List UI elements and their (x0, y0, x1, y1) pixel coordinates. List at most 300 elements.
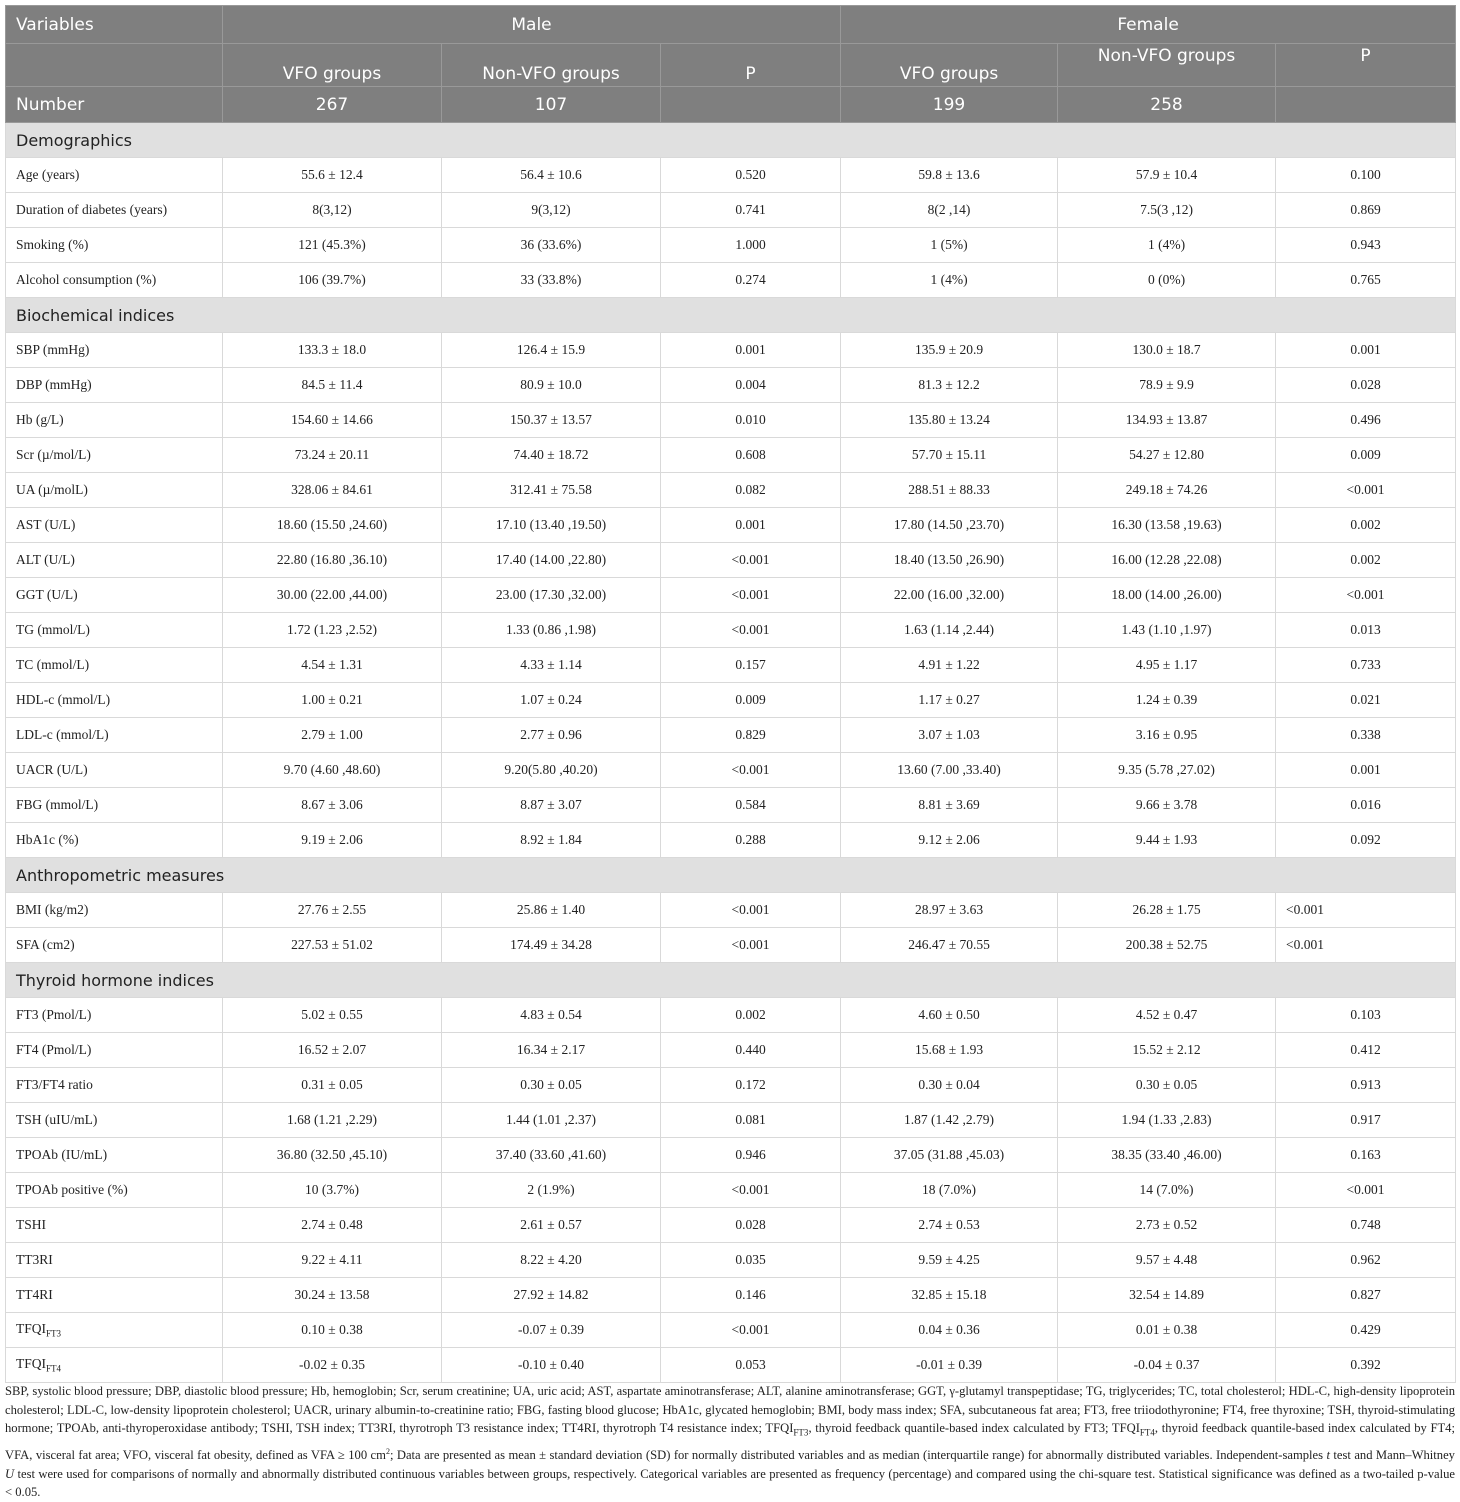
table-row (6, 753, 1456, 788)
male-p-cell: 0.001 (661, 508, 841, 543)
empty-header (6, 44, 223, 87)
female-vfo-cell: 4.91 ± 1.22 (841, 648, 1058, 683)
female-p-cell: 0.163 (1276, 1138, 1456, 1173)
variable-label: Smoking (%) (16, 237, 89, 252)
table-row (6, 1173, 1456, 1208)
female-nonvfo-cell: 15.52 ± 2.12 (1058, 1033, 1276, 1068)
variable-label: ALT (U/L) (16, 552, 75, 567)
male-p-cell: <0.001 (661, 753, 841, 788)
footnote-text: SBP, systolic blood pressure; DBP, diastolic blood pressure; Hb, hemoglobin; Scr, serum creatinine; UA, uric acid; AST, aspartate aminotransferase; ALT, alanine aminotransferase; GGT, γ-glutamyl transpeptidase; TG, triglycerides; TC, total cholesterol; HDL-C, high-density lipoprotein cholesterol; LDL-C, low-density lipoprotein cholesterol; UACR, urinary albumin-to-creatinine ratio; FBG, fasting blood glucose; HbA1c, glycated hemoglobin; BMI, body mass index; SFA, subcutaneous fat area; FT3, free triiodothyronine; FT4, free thyroxine; TSH, thyroid-stimulating hormone; TPOAb, anti-thyroperoxidase antibody; TSHI, TSH index; TT3RI, thyrotroph T3 resistance index; TT4RI, thyrotroph T4 resistance index; TFQI (5, 1384, 1455, 1436)
variable-cell (6, 158, 223, 193)
male-p-cell: 0.741 (661, 193, 841, 228)
female-nonvfo-cell: 26.28 ± 1.75 (1058, 893, 1276, 928)
female-p-cell: 0.021 (1276, 683, 1456, 718)
variable-cell (6, 928, 223, 963)
female-nonvfo-cell: 0.01 ± 0.38 (1058, 1313, 1276, 1348)
variable-cell (6, 508, 223, 543)
female-nonvfo-cell: 7.5(3 ,12) (1058, 193, 1276, 228)
female-nonvfo-cell: 4.95 ± 1.17 (1058, 648, 1276, 683)
variable-label: TC (mmol/L) (16, 657, 90, 672)
female-vfo-cell: 135.9 ± 20.9 (841, 333, 1058, 368)
female-nonvfo-cell: 200.38 ± 52.75 (1058, 928, 1276, 963)
male-p-cell: <0.001 (661, 1173, 841, 1208)
male-nonvfo-cell: 16.34 ± 2.17 (442, 1033, 661, 1068)
female-nonvfo-cell: 16.30 (13.58 ,19.63) (1058, 508, 1276, 543)
variable-cell (6, 613, 223, 648)
variable-cell (6, 893, 223, 928)
table-row (6, 263, 1456, 298)
female-vfo-cell: 15.68 ± 1.93 (841, 1033, 1058, 1068)
female-p-cell: 0.016 (1276, 788, 1456, 823)
male-p-cell: 0.053 (661, 1348, 841, 1383)
female-nonvfo-cell: 78.9 ± 9.9 (1058, 368, 1276, 403)
male-nonvfo-cell: 25.86 ± 1.40 (442, 893, 661, 928)
male-nonvfo-cell: 56.4 ± 10.6 (442, 158, 661, 193)
variable-cell (6, 1348, 223, 1383)
female-nonvfo-cell: 1 (4%) (1058, 228, 1276, 263)
variable-cell (6, 578, 223, 613)
male-p-cell: 0.440 (661, 1033, 841, 1068)
female-p-cell: 0.100 (1276, 158, 1456, 193)
variable-cell (6, 1138, 223, 1173)
male-nonvfo-cell: 8.22 ± 4.20 (442, 1243, 661, 1278)
male-p-cell: 0.035 (661, 1243, 841, 1278)
variable-cell (6, 1033, 223, 1068)
female-vfo-cell: 1.17 ± 0.27 (841, 683, 1058, 718)
variable-cell (6, 403, 223, 438)
female-vfo-cell: 28.97 ± 3.63 (841, 893, 1058, 928)
female-nonvfo-cell: 9.57 ± 4.48 (1058, 1243, 1276, 1278)
section-header (6, 298, 1456, 333)
variable-cell (6, 543, 223, 578)
female-vfo-cell: 8.81 ± 3.69 (841, 788, 1058, 823)
section-header (6, 858, 1456, 893)
male-nonvfo-cell: 17.40 (14.00 ,22.80) (442, 543, 661, 578)
variable-label: LDL-c (mmol/L) (16, 727, 109, 742)
male-nonvfo-cell: 9(3,12) (442, 193, 661, 228)
male-nonvfo-n: 107 (442, 87, 661, 123)
variable-cell (6, 368, 223, 403)
male-nonvfo-cell: 0.30 ± 0.05 (442, 1068, 661, 1103)
female-nonvfo-cell: 38.35 (33.40 ,46.00) (1058, 1138, 1276, 1173)
table-row (6, 928, 1456, 963)
female-nonvfo-cell: 0 (0%) (1058, 263, 1276, 298)
male-vfo-cell: 133.3 ± 18.0 (223, 333, 442, 368)
variable-cell (6, 788, 223, 823)
female-vfo-cell: 18.40 (13.50 ,26.90) (841, 543, 1058, 578)
female-p-cell: 0.733 (1276, 648, 1456, 683)
female-p-cell: <0.001 (1276, 473, 1456, 508)
female-p-cell: <0.001 (1276, 928, 1456, 963)
variable-label: BMI (kg/m2) (16, 902, 89, 917)
male-vfo-cell: 22.80 (16.80 ,36.10) (223, 543, 442, 578)
male-nonvfo-cell: 36 (33.6%) (442, 228, 661, 263)
section-title: Demographics (6, 123, 1456, 158)
female-p-cell: 0.013 (1276, 613, 1456, 648)
variable-label: TT4RI (16, 1287, 53, 1302)
table-row (6, 1103, 1456, 1138)
section-title: Anthropometric measures (6, 858, 1456, 893)
male-vfo-cell: 55.6 ± 12.4 (223, 158, 442, 193)
table-row (6, 1208, 1456, 1243)
female-nonvfo-cell: 57.9 ± 10.4 (1058, 158, 1276, 193)
table-row (6, 718, 1456, 753)
male-vfo-cell: 10 (3.7%) (223, 1173, 442, 1208)
male-p-cell: 0.002 (661, 998, 841, 1033)
male-vfo-cell: 73.24 ± 20.11 (223, 438, 442, 473)
variable-cell (6, 1068, 223, 1103)
male-vfo-cell: 328.06 ± 84.61 (223, 473, 442, 508)
variable-cell (6, 718, 223, 753)
variable-label: GGT (U/L) (16, 587, 78, 602)
male-p-cell: 0.028 (661, 1208, 841, 1243)
female-vfo-cell: 2.74 ± 0.53 (841, 1208, 1058, 1243)
male-vfo-cell: 4.54 ± 1.31 (223, 648, 442, 683)
female-nonvfo-cell: 1.43 (1.10 ,1.97) (1058, 613, 1276, 648)
male-vfo-cell: 8(3,12) (223, 193, 442, 228)
female-nonvfo-cell: 9.35 (5.78 ,27.02) (1058, 753, 1276, 788)
male-vfo-cell: 121 (45.3%) (223, 228, 442, 263)
male-p-cell: 0.157 (661, 648, 841, 683)
male-p-cell: 0.274 (661, 263, 841, 298)
variable-cell (6, 753, 223, 788)
female-p-cell: <0.001 (1276, 893, 1456, 928)
male-p-cell: <0.001 (661, 928, 841, 963)
table-row (6, 998, 1456, 1033)
female-nonvfo-n: 258 (1058, 87, 1276, 123)
female-p-cell: <0.001 (1276, 1173, 1456, 1208)
footnote-text: ; Data are presented as mean ± standard deviation (SD) for normally distributed variables and as median (interquartile range) for abnormally distributed variables. Independent-samples (389, 1447, 1327, 1462)
male-vfo-cell: 9.19 ± 2.06 (223, 823, 442, 858)
male-vfo-cell: 9.22 ± 4.11 (223, 1243, 442, 1278)
female-vfo-cell: 3.07 ± 1.03 (841, 718, 1058, 753)
female-vfo-cell: 8(2 ,14) (841, 193, 1058, 228)
footnote-text: , thyroid feedback quantile-based index calculated by FT3; TFQI (808, 1421, 1140, 1436)
female-vfo-cell: 22.00 (16.00 ,32.00) (841, 578, 1058, 613)
variable-label: TFQI (16, 1321, 46, 1337)
female-vfo-cell: 13.60 (7.00 ,33.40) (841, 753, 1058, 788)
footnote-text: test and Mann–Whitney (1329, 1447, 1455, 1462)
table-row (6, 1068, 1456, 1103)
variable-subscript: FT3 (46, 1328, 62, 1339)
female-vfo-cell: -0.01 ± 0.39 (841, 1348, 1058, 1383)
variable-label: DBP (mmHg) (16, 377, 92, 392)
section-header (6, 123, 1456, 158)
footnote-text: FT4 (1139, 1427, 1155, 1438)
male-vfo-cell: 36.80 (32.50 ,45.10) (223, 1138, 442, 1173)
male-vfo-cell: 1.00 ± 0.21 (223, 683, 442, 718)
female-nonvfo-cell: 0.30 ± 0.05 (1058, 1068, 1276, 1103)
female-nonvfo-cell: 9.66 ± 3.78 (1058, 788, 1276, 823)
male-nonvfo-cell: 312.41 ± 75.58 (442, 473, 661, 508)
variable-label: TPOAb positive (%) (16, 1182, 128, 1197)
male-p-cell: 0.001 (661, 333, 841, 368)
male-p-cell: 0.081 (661, 1103, 841, 1138)
male-p-cell: <0.001 (661, 543, 841, 578)
male-nonvfo-cell: 1.33 (0.86 ,1.98) (442, 613, 661, 648)
male-p-cell: <0.001 (661, 578, 841, 613)
table-row (6, 403, 1456, 438)
female-p-cell: 0.962 (1276, 1243, 1456, 1278)
female-vfo-cell: 81.3 ± 12.2 (841, 368, 1058, 403)
male-p-cell: <0.001 (661, 613, 841, 648)
variable-label: FT3 (Pmol/L) (16, 1007, 92, 1022)
footnote-text: 2 (385, 1446, 390, 1456)
male-vfo-cell: 106 (39.7%) (223, 263, 442, 298)
male-vfo-cell: 0.10 ± 0.38 (223, 1313, 442, 1348)
male-p-cell: 0.946 (661, 1138, 841, 1173)
male-nonvfo-cell: 4.33 ± 1.14 (442, 648, 661, 683)
female-p-cell: 0.765 (1276, 263, 1456, 298)
table-row (6, 333, 1456, 368)
female-vfo-cell: 0.04 ± 0.36 (841, 1313, 1058, 1348)
male-vfo-cell: 30.24 ± 13.58 (223, 1278, 442, 1313)
female-vfo-cell: 17.80 (14.50 ,23.70) (841, 508, 1058, 543)
male-vfo-cell: 2.79 ± 1.00 (223, 718, 442, 753)
footnote-text: U (5, 1466, 15, 1481)
male-p-cell: <0.001 (661, 893, 841, 928)
variable-cell (6, 1103, 223, 1138)
table-row (6, 438, 1456, 473)
female-vfo-cell: 1 (4%) (841, 263, 1058, 298)
footnote-text: test were used for comparisons of normally and abnormally distributed continuous variables between groups, respectively. Categorical variables are presented as frequency (percentage) and compared using the chi-square test. Statistical significance was defined as a two-tailed p-value < 0.05. (5, 1466, 1455, 1500)
variable-label: Age (years) (16, 167, 80, 182)
male-nonvfo-cell: 2.77 ± 0.96 (442, 718, 661, 753)
variable-cell (6, 683, 223, 718)
female-vfo-cell: 57.70 ± 15.11 (841, 438, 1058, 473)
female-p-cell: 0.338 (1276, 718, 1456, 753)
male-nonvfo-cell: 23.00 (17.30 ,32.00) (442, 578, 661, 613)
variable-label: SBP (mmHg) (16, 342, 90, 357)
variable-cell (6, 823, 223, 858)
male-nonvfo-cell: 33 (33.8%) (442, 263, 661, 298)
female-vfo-header: VFO groups (841, 44, 1058, 87)
female-p-cell: 0.748 (1276, 1208, 1456, 1243)
male-nonvfo-cell: 4.83 ± 0.54 (442, 998, 661, 1033)
male-nonvfo-cell: 126.4 ± 15.9 (442, 333, 661, 368)
male-vfo-cell: 1.68 (1.21 ,2.29) (223, 1103, 442, 1138)
male-nonvfo-cell: -0.07 ± 0.39 (442, 1313, 661, 1348)
female-p-cell: 0.002 (1276, 543, 1456, 578)
female-p-cell: 0.496 (1276, 403, 1456, 438)
female-vfo-cell: 135.80 ± 13.24 (841, 403, 1058, 438)
male-nonvfo-cell: 1.44 (1.01 ,2.37) (442, 1103, 661, 1138)
female-nonvfo-cell: 32.54 ± 14.89 (1058, 1278, 1276, 1313)
female-nonvfo-cell: 54.27 ± 12.80 (1058, 438, 1276, 473)
footnote-text: FT3 (793, 1427, 809, 1438)
variable-cell (6, 1278, 223, 1313)
male-p-cell: 1.000 (661, 228, 841, 263)
male-p-cell: 0.146 (661, 1278, 841, 1313)
male-nonvfo-cell: 1.07 ± 0.24 (442, 683, 661, 718)
female-vfo-cell: 9.12 ± 2.06 (841, 823, 1058, 858)
female-p-cell: 0.009 (1276, 438, 1456, 473)
male-nonvfo-cell: 150.37 ± 13.57 (442, 403, 661, 438)
female-p-cell: 0.103 (1276, 998, 1456, 1033)
variable-label: SFA (cm2) (16, 937, 75, 952)
table-row (6, 613, 1456, 648)
male-vfo-cell: 227.53 ± 51.02 (223, 928, 442, 963)
variable-label: TSHI (16, 1217, 46, 1232)
female-p-cell: 0.092 (1276, 823, 1456, 858)
male-vfo-cell: 18.60 (15.50 ,24.60) (223, 508, 442, 543)
male-p-cell: 0.520 (661, 158, 841, 193)
female-nonvfo-header: Non-VFO groups (1058, 44, 1276, 87)
table-row (6, 508, 1456, 543)
female-nonvfo-cell: 134.93 ± 13.87 (1058, 403, 1276, 438)
variable-cell (6, 1313, 223, 1348)
variable-cell (6, 438, 223, 473)
female-nonvfo-cell: -0.04 ± 0.37 (1058, 1348, 1276, 1383)
table-row (6, 193, 1456, 228)
variable-cell (6, 473, 223, 508)
female-p-cell: 0.001 (1276, 333, 1456, 368)
variable-label: HbA1c (%) (16, 832, 79, 847)
male-nonvfo-cell: -0.10 ± 0.40 (442, 1348, 661, 1383)
male-vfo-cell: 5.02 ± 0.55 (223, 998, 442, 1033)
female-vfo-cell: 32.85 ± 15.18 (841, 1278, 1058, 1313)
table-row (6, 1278, 1456, 1313)
variable-label: AST (U/L) (16, 517, 76, 532)
female-vfo-cell: 1.87 (1.42 ,2.79) (841, 1103, 1058, 1138)
male-nonvfo-cell: 174.49 ± 34.28 (442, 928, 661, 963)
male-vfo-n: 267 (223, 87, 442, 123)
variables-header: Variables (6, 6, 223, 44)
table-row (6, 683, 1456, 718)
male-vfo-cell: 30.00 (22.00 ,44.00) (223, 578, 442, 613)
female-vfo-cell: 18 (7.0%) (841, 1173, 1058, 1208)
table-row (6, 1313, 1456, 1348)
baseline-characteristics-table (5, 5, 1456, 1383)
variable-cell (6, 1173, 223, 1208)
male-p-n (661, 87, 841, 123)
female-nonvfo-cell: 249.18 ± 74.26 (1058, 473, 1276, 508)
male-vfo-cell: 1.72 (1.23 ,2.52) (223, 613, 442, 648)
section-title: Thyroid hormone indices (6, 963, 1456, 998)
male-vfo-cell: 27.76 ± 2.55 (223, 893, 442, 928)
male-p-cell: 0.584 (661, 788, 841, 823)
variable-subscript: FT4 (46, 1363, 62, 1374)
section-title: Biochemical indices (6, 298, 1456, 333)
female-vfo-cell: 9.59 ± 4.25 (841, 1243, 1058, 1278)
female-nonvfo-cell: 4.52 ± 0.47 (1058, 998, 1276, 1033)
female-vfo-cell: 246.47 ± 70.55 (841, 928, 1058, 963)
male-nonvfo-cell: 74.40 ± 18.72 (442, 438, 661, 473)
table-row (6, 788, 1456, 823)
variable-cell (6, 333, 223, 368)
variable-label: HDL-c (mmol/L) (16, 692, 111, 707)
variable-label: TFQI (16, 1356, 46, 1372)
male-p-cell: 0.829 (661, 718, 841, 753)
female-nonvfo-cell: 3.16 ± 0.95 (1058, 718, 1276, 753)
female-p-cell: 0.002 (1276, 508, 1456, 543)
male-p-cell: 0.009 (661, 683, 841, 718)
male-nonvfo-cell: 80.9 ± 10.0 (442, 368, 661, 403)
variable-cell (6, 263, 223, 298)
female-p-cell: 0.028 (1276, 368, 1456, 403)
variable-label: FT4 (Pmol/L) (16, 1042, 92, 1057)
variable-label: FT3/FT4 ratio (16, 1077, 93, 1092)
section-header (6, 963, 1456, 998)
female-nonvfo-cell: 1.94 (1.33 ,2.83) (1058, 1103, 1276, 1138)
variable-label: Alcohol consumption (%) (16, 272, 157, 287)
male-p-cell: 0.082 (661, 473, 841, 508)
male-nonvfo-cell: 9.20(5.80 ,40.20) (442, 753, 661, 788)
number-label: Number (6, 87, 223, 123)
female-nonvfo-cell: 1.24 ± 0.39 (1058, 683, 1276, 718)
male-p-cell: 0.004 (661, 368, 841, 403)
table-footnote (5, 1382, 1455, 1502)
variable-label: TPOAb (IU/mL) (16, 1147, 108, 1162)
variable-label: UA (µ/molL) (16, 482, 88, 497)
variable-label: Duration of diabetes (years) (16, 202, 168, 217)
female-p-cell: 0.827 (1276, 1278, 1456, 1313)
male-vfo-cell: 0.31 ± 0.05 (223, 1068, 442, 1103)
female-p-cell: 0.001 (1276, 753, 1456, 788)
female-vfo-n: 199 (841, 87, 1058, 123)
female-nonvfo-cell: 16.00 (12.28 ,22.08) (1058, 543, 1276, 578)
male-p-cell: 0.172 (661, 1068, 841, 1103)
variable-cell (6, 1243, 223, 1278)
male-nonvfo-cell: 17.10 (13.40 ,19.50) (442, 508, 661, 543)
male-vfo-cell: 2.74 ± 0.48 (223, 1208, 442, 1243)
male-p-cell: 0.010 (661, 403, 841, 438)
male-vfo-cell: 84.5 ± 11.4 (223, 368, 442, 403)
female-vfo-cell: 1 (5%) (841, 228, 1058, 263)
male-p-cell: <0.001 (661, 1313, 841, 1348)
male-nonvfo-cell: 8.87 ± 3.07 (442, 788, 661, 823)
male-header: Male (223, 6, 841, 44)
variable-label: Hb (g/L) (16, 412, 64, 427)
female-vfo-cell: 37.05 (31.88 ,45.03) (841, 1138, 1058, 1173)
table-row (6, 158, 1456, 193)
variable-label: TG (mmol/L) (16, 622, 90, 637)
male-vfo-cell: 16.52 ± 2.07 (223, 1033, 442, 1068)
male-p-cell: 0.608 (661, 438, 841, 473)
female-nonvfo-cell: 130.0 ± 18.7 (1058, 333, 1276, 368)
variable-cell (6, 998, 223, 1033)
variable-label: Scr (µ/mol/L) (16, 447, 91, 462)
female-vfo-cell: 1.63 (1.14 ,2.44) (841, 613, 1058, 648)
table-row (6, 228, 1456, 263)
female-nonvfo-cell: 18.00 (14.00 ,26.00) (1058, 578, 1276, 613)
male-vfo-cell: 154.60 ± 14.66 (223, 403, 442, 438)
male-nonvfo-header: Non-VFO groups (442, 44, 661, 87)
female-p-n (1276, 87, 1456, 123)
variable-label: FBG (mmol/L) (16, 797, 99, 812)
variable-cell (6, 648, 223, 683)
male-nonvfo-cell: 27.92 ± 14.82 (442, 1278, 661, 1313)
female-p-cell: 0.869 (1276, 193, 1456, 228)
female-p-cell: 0.913 (1276, 1068, 1456, 1103)
variable-label: UACR (U/L) (16, 762, 88, 777)
table-row (6, 543, 1456, 578)
female-vfo-cell: 0.30 ± 0.04 (841, 1068, 1058, 1103)
male-p-header: P (661, 44, 841, 87)
table-row (6, 473, 1456, 508)
table-row (6, 648, 1456, 683)
male-nonvfo-cell: 2 (1.9%) (442, 1173, 661, 1208)
male-nonvfo-cell: 37.40 (33.60 ,41.60) (442, 1138, 661, 1173)
male-vfo-cell: -0.02 ± 0.35 (223, 1348, 442, 1383)
male-nonvfo-cell: 2.61 ± 0.57 (442, 1208, 661, 1243)
female-vfo-cell: 4.60 ± 0.50 (841, 998, 1058, 1033)
table-row (6, 893, 1456, 928)
table-row (6, 368, 1456, 403)
footnote-text: t (1326, 1447, 1330, 1462)
female-p-cell: 0.917 (1276, 1103, 1456, 1138)
table-row (6, 1243, 1456, 1278)
